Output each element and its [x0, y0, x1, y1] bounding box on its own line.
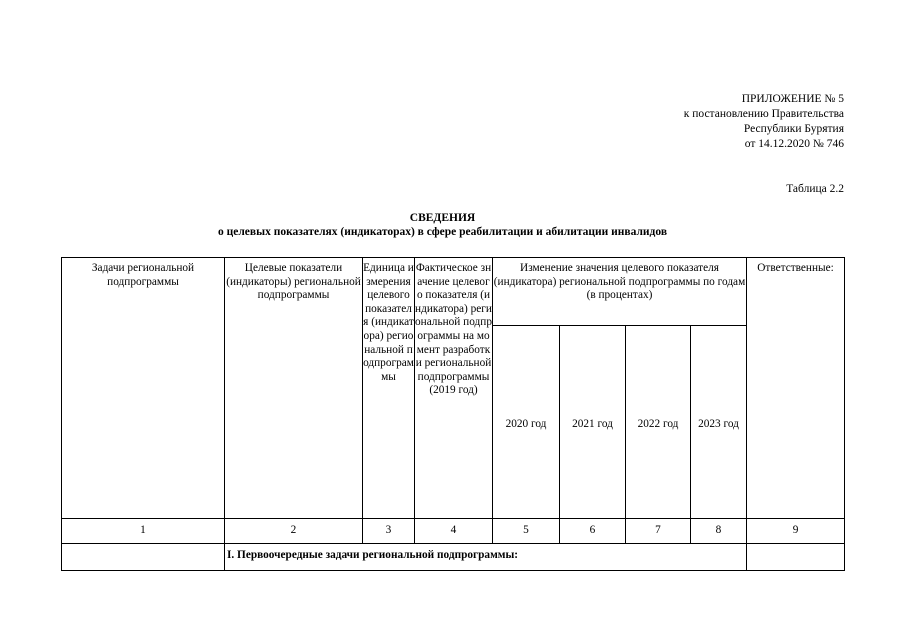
column-number: 3 [363, 519, 415, 544]
table-number: Таблица 2.2 [786, 183, 844, 195]
section-spacer-cell [62, 544, 225, 571]
header-actual-value: Фактическое значение целевого показателя (индикатора) региональной подпрограммы на момент разработки региональной подпрограммы (2019 год) [415, 258, 493, 519]
document-heading [0, 211, 885, 239]
header-year-2022: 2022 год [626, 326, 691, 519]
appendix-date: от 14.12.2020 № 746 [744, 138, 844, 150]
header-responsible: Ответственные: [747, 258, 845, 519]
header-change-group [493, 258, 747, 326]
column-number: 7 [626, 519, 691, 544]
header-change-text: Изменение значения целевого показателя (индикатора) региональной подпрограммы по годам [493, 262, 746, 288]
header-year-2020: 2020 год [493, 326, 560, 519]
header-year-2023: 2023 год [691, 326, 747, 519]
section-responsible-cell [747, 544, 845, 571]
column-number: 5 [493, 519, 560, 544]
column-number: 9 [747, 519, 845, 544]
heading-subtitle: о целевых показателях (индикаторах) в сфере реабилитации и абилитации инвалидов [217, 226, 668, 238]
column-number: 6 [560, 519, 626, 544]
column-number: 8 [691, 519, 747, 544]
appendix-republic: Республики Бурятия [743, 123, 844, 135]
header-indicators: Целевые показатели (индикаторы) региональной подпрограммы [225, 258, 363, 519]
header-unit: Единица измерения целевого показателя (индикатора) региональной подпрограммы [363, 258, 415, 519]
header-year-2021: 2021 год [560, 326, 626, 519]
appendix-title: ПРИЛОЖЕНИЕ № 5 [741, 93, 844, 105]
column-number: 2 [225, 519, 363, 544]
column-number: 1 [62, 519, 225, 544]
header-change-percent: (в процентах) [586, 289, 653, 302]
heading-title: СВЕДЕНИЯ [409, 212, 476, 224]
header-tasks: Задачи региональной подпрограммы [62, 258, 225, 519]
appendix-block [684, 92, 844, 152]
column-number: 4 [415, 519, 493, 544]
indicators-table [61, 257, 845, 571]
appendix-resolution: к постановлению Правительства [683, 108, 844, 120]
section-title: I. Первоочередные задачи региональной подпрограммы: [225, 544, 747, 571]
